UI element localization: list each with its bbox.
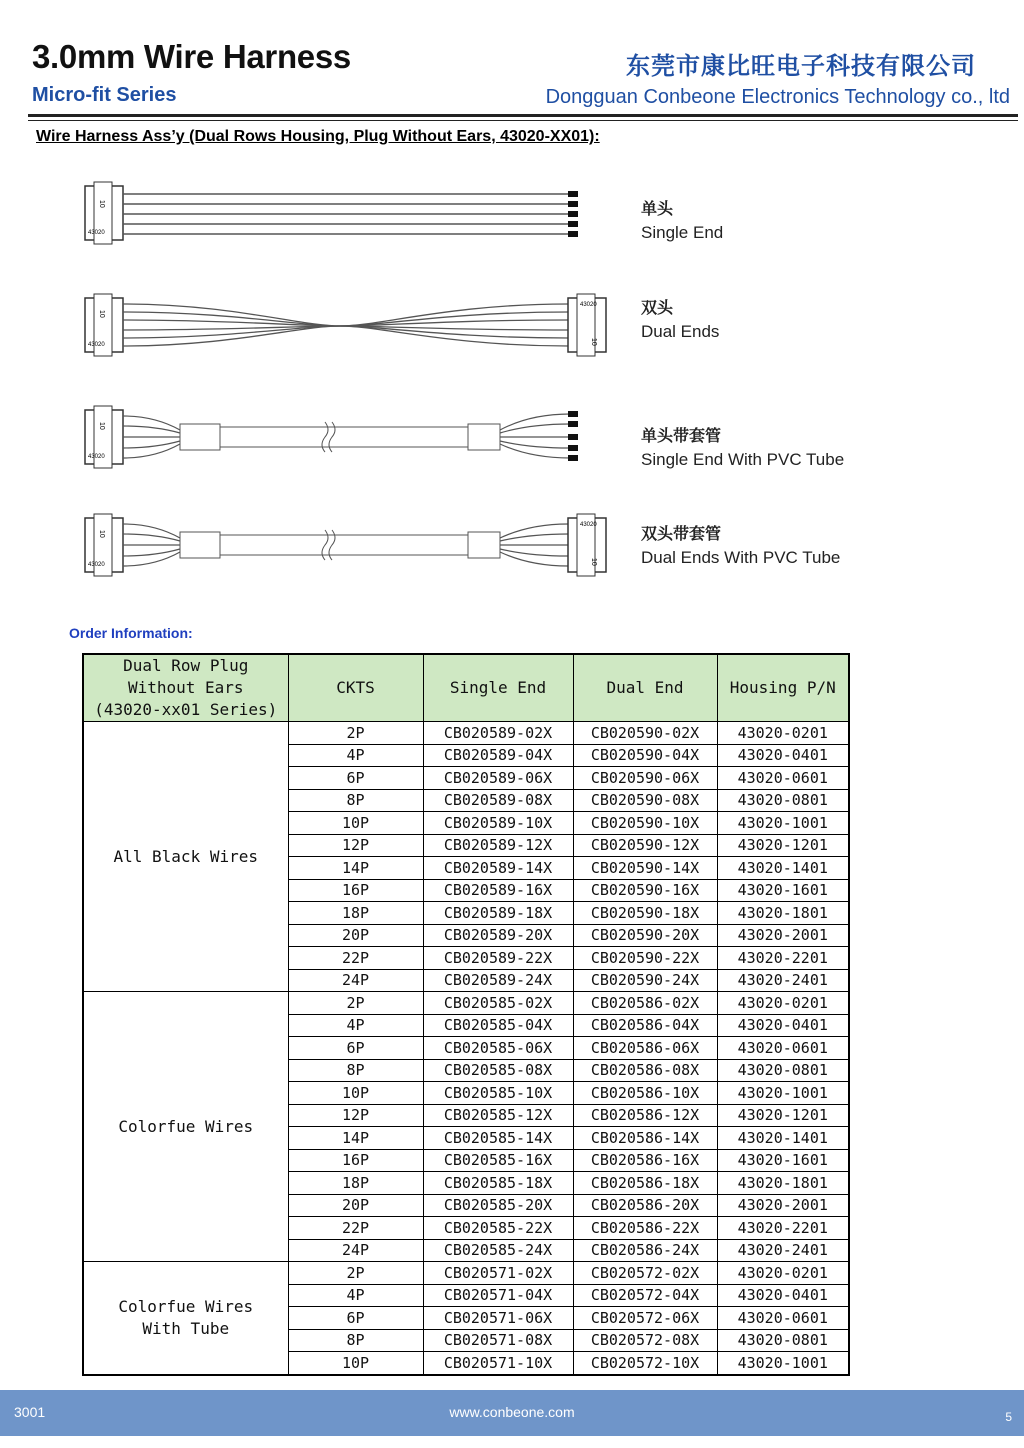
ckts-cell: 8P: [288, 1059, 423, 1082]
caption-cn: 双头: [641, 298, 674, 317]
housing-pn-cell: 43020-0401: [717, 1014, 849, 1037]
single-end-cell: CB020585-04X: [423, 1014, 573, 1037]
dual-end-cell: CB020586-24X: [573, 1239, 717, 1262]
single-end-cell: CB020589-06X: [423, 767, 573, 790]
table-body: [83, 722, 849, 1375]
dual-end-cell: CB020590-20X: [573, 924, 717, 947]
part-label: 43020: [88, 454, 105, 460]
ckts-cell: 8P: [288, 1329, 423, 1352]
housing-pn-cell: 43020-1401: [717, 857, 849, 880]
dual-end-cell: CB020590-12X: [573, 834, 717, 857]
company-name-en: Dongguan Conbeone Electronics Technology co., ltd: [545, 86, 1010, 108]
housing-pn-cell: 43020-1801: [717, 902, 849, 925]
housing-pn-cell: 43020-0801: [717, 1059, 849, 1082]
dual-end-cell: CB020586-04X: [573, 1014, 717, 1037]
ckts-cell: 24P: [288, 969, 423, 992]
company-name-cn: 东莞市康比旺电子科技有限公司: [626, 51, 976, 80]
ckts-cell: 16P: [288, 1149, 423, 1172]
dual-end-cell: CB020590-06X: [573, 767, 717, 790]
single-end-cell: CB020585-08X: [423, 1059, 573, 1082]
section-title: Wire Harness Ass’y (Dual Rows Housing, Plug Without Ears, 43020-XX01):: [36, 128, 600, 145]
ckts-cell: 12P: [288, 834, 423, 857]
dual-end-cell: CB020590-18X: [573, 902, 717, 925]
table-row: [83, 992, 849, 1015]
dual-end-cell: CB020586-10X: [573, 1082, 717, 1105]
part-label: 43020: [88, 342, 105, 348]
single-end-cell: CB020585-20X: [423, 1194, 573, 1217]
table-row: [83, 1262, 849, 1285]
ckts-cell: 22P: [288, 947, 423, 970]
housing-pn-cell: 43020-1001: [717, 1082, 849, 1105]
single-end-cell: CB020585-24X: [423, 1239, 573, 1262]
dual-end-cell: CB020572-10X: [573, 1352, 717, 1375]
dual-end-cell: CB020586-02X: [573, 992, 717, 1015]
caption-en: Dual Ends: [641, 322, 720, 341]
table-header-row: [83, 654, 849, 722]
dual-end-cell: CB020586-20X: [573, 1194, 717, 1217]
housing-pn-cell: 43020-1001: [717, 1352, 849, 1375]
single-end-cell: CB020589-14X: [423, 857, 573, 880]
header-single-end: Single End: [423, 654, 573, 722]
header-dual-end: Dual End: [573, 654, 717, 722]
ckts-cell: 6P: [288, 1037, 423, 1060]
single-end-cell: CB020585-10X: [423, 1082, 573, 1105]
ckts-cell: 14P: [288, 857, 423, 880]
ckts-cell: 2P: [288, 1262, 423, 1285]
header-rule-thick: [28, 114, 1018, 117]
group-label: All Black Wires: [83, 722, 288, 992]
housing-pn-cell: 43020-1201: [717, 1104, 849, 1127]
single-end-tube-caption: [641, 424, 844, 472]
single-end-cell: CB020589-04X: [423, 744, 573, 767]
housing-pn-cell: 43020-0801: [717, 789, 849, 812]
dual-end-cell: CB020586-14X: [573, 1127, 717, 1150]
caption-en: Single End: [641, 223, 724, 242]
ckts-cell: 6P: [288, 1307, 423, 1330]
single-end-cell: CB020571-04X: [423, 1284, 573, 1307]
dual-end-cell: CB020572-04X: [573, 1284, 717, 1307]
housing-pn-cell: 43020-1401: [717, 1127, 849, 1150]
single-end-cell: CB020585-02X: [423, 992, 573, 1015]
caption-en: Dual Ends With PVC Tube: [641, 548, 841, 567]
caption-cn: 双头带套管: [641, 524, 722, 543]
group-label: Colorfue Wires With Tube: [83, 1262, 288, 1375]
housing-pn-cell: 43020-2201: [717, 947, 849, 970]
dual-end-caption: [641, 296, 719, 344]
housing-pn-cell: 43020-0601: [717, 1037, 849, 1060]
header-rule-thin: [28, 120, 1018, 121]
ckts-cell: 4P: [288, 1284, 423, 1307]
caption-cn: 单头带套管: [641, 426, 722, 445]
dual-end-tube-diagram: [80, 510, 620, 580]
footer-bar: [0, 1390, 1024, 1436]
dual-end-cell: CB020572-08X: [573, 1329, 717, 1352]
caption-cn: 单头: [641, 199, 674, 218]
document-code: 3001: [14, 1404, 46, 1420]
ckts-cell: 20P: [288, 924, 423, 947]
dual-end-cell: CB020590-08X: [573, 789, 717, 812]
single-end-cell: CB020585-12X: [423, 1104, 573, 1127]
housing-pn-cell: 43020-0401: [717, 744, 849, 767]
pin-label: 10: [590, 338, 597, 346]
part-label: 43020: [88, 562, 105, 568]
ckts-cell: 16P: [288, 879, 423, 902]
housing-pn-cell: 43020-0801: [717, 1329, 849, 1352]
page-title: 3.0mm Wire Harness: [32, 38, 351, 75]
single-end-cell: CB020571-08X: [423, 1329, 573, 1352]
dual-end-diagram: [80, 290, 620, 360]
housing-pn-cell: 43020-2001: [717, 1194, 849, 1217]
ckts-cell: 10P: [288, 1082, 423, 1105]
ckts-cell: 10P: [288, 812, 423, 835]
single-end-cell: CB020585-22X: [423, 1217, 573, 1240]
pin-label: 10: [98, 310, 105, 318]
dual-end-cell: CB020590-14X: [573, 857, 717, 880]
single-end-cell: CB020571-10X: [423, 1352, 573, 1375]
part-label: 43020: [88, 230, 105, 236]
page-number: 5: [1005, 1410, 1012, 1424]
dual-end-cell: CB020590-10X: [573, 812, 717, 835]
dual-end-cell: CB020586-16X: [573, 1149, 717, 1172]
single-end-cell: CB020589-24X: [423, 969, 573, 992]
header-ckts: CKTS: [288, 654, 423, 722]
order-table: [82, 653, 850, 1376]
dual-end-cell: CB020590-16X: [573, 879, 717, 902]
pin-label: 10: [98, 422, 105, 430]
ckts-cell: 18P: [288, 1172, 423, 1195]
dual-end-tube-caption: [641, 522, 840, 570]
housing-pn-cell: 43020-2001: [717, 924, 849, 947]
single-end-cell: CB020589-20X: [423, 924, 573, 947]
ckts-cell: 4P: [288, 1014, 423, 1037]
housing-pn-cell: 43020-2401: [717, 969, 849, 992]
single-end-cell: CB020589-02X: [423, 722, 573, 745]
dual-end-cell: CB020572-06X: [573, 1307, 717, 1330]
single-end-cell: CB020571-02X: [423, 1262, 573, 1285]
housing-pn-cell: 43020-0601: [717, 767, 849, 790]
housing-pn-cell: 43020-0201: [717, 992, 849, 1015]
single-end-cell: CB020589-12X: [423, 834, 573, 857]
single-end-cell: CB020589-10X: [423, 812, 573, 835]
single-end-cell: CB020589-16X: [423, 879, 573, 902]
dual-end-cell: CB020586-06X: [573, 1037, 717, 1060]
ckts-cell: 24P: [288, 1239, 423, 1262]
dual-end-cell: CB020586-22X: [573, 1217, 717, 1240]
header-housing-pn: Housing P/N: [717, 654, 849, 722]
housing-pn-cell: 43020-0201: [717, 722, 849, 745]
housing-pn-cell: 43020-2401: [717, 1239, 849, 1262]
single-end-cell: CB020585-16X: [423, 1149, 573, 1172]
housing-pn-cell: 43020-1801: [717, 1172, 849, 1195]
housing-pn-cell: 43020-0401: [717, 1284, 849, 1307]
pin-label: 10: [98, 530, 105, 538]
group-label: Colorfue Wires: [83, 992, 288, 1262]
dual-end-cell: CB020590-04X: [573, 744, 717, 767]
single-end-tube-diagram: [80, 402, 600, 472]
single-end-cell: CB020589-22X: [423, 947, 573, 970]
single-end-cell: CB020589-18X: [423, 902, 573, 925]
ckts-cell: 14P: [288, 1127, 423, 1150]
ckts-cell: 2P: [288, 992, 423, 1015]
single-end-diagram: [80, 178, 600, 248]
ckts-cell: 6P: [288, 767, 423, 790]
caption-en: Single End With PVC Tube: [641, 450, 845, 469]
dual-end-cell: CB020586-18X: [573, 1172, 717, 1195]
ckts-cell: 4P: [288, 744, 423, 767]
ckts-cell: 10P: [288, 1352, 423, 1375]
dual-end-cell: CB020590-22X: [573, 947, 717, 970]
pin-label: 10: [590, 558, 597, 566]
housing-pn-cell: 43020-1001: [717, 812, 849, 835]
housing-pn-cell: 43020-1601: [717, 879, 849, 902]
ckts-cell: 2P: [288, 722, 423, 745]
housing-pn-cell: 43020-1601: [717, 1149, 849, 1172]
ckts-cell: 8P: [288, 789, 423, 812]
ckts-cell: 18P: [288, 902, 423, 925]
single-end-cell: CB020589-08X: [423, 789, 573, 812]
housing-pn-cell: 43020-2201: [717, 1217, 849, 1240]
single-end-cell: CB020585-14X: [423, 1127, 573, 1150]
website-link[interactable]: www.conbeone.com: [449, 1404, 575, 1420]
single-end-cell: CB020585-06X: [423, 1037, 573, 1060]
ckts-cell: 12P: [288, 1104, 423, 1127]
pin-label: 10: [98, 200, 105, 208]
ckts-cell: 22P: [288, 1217, 423, 1240]
dual-end-cell: CB020586-08X: [573, 1059, 717, 1082]
housing-pn-cell: 43020-0201: [717, 1262, 849, 1285]
dual-end-cell: CB020590-02X: [573, 722, 717, 745]
dual-end-cell: CB020586-12X: [573, 1104, 717, 1127]
dual-end-cell: CB020572-02X: [573, 1262, 717, 1285]
single-end-caption: [641, 197, 723, 245]
single-end-cell: CB020571-06X: [423, 1307, 573, 1330]
housing-pn-cell: 43020-0601: [717, 1307, 849, 1330]
housing-pn-cell: 43020-1201: [717, 834, 849, 857]
series-subtitle: Micro-fit Series: [32, 84, 177, 106]
dual-end-cell: CB020590-24X: [573, 969, 717, 992]
ckts-cell: 20P: [288, 1194, 423, 1217]
header-series: Dual Row Plug Without Ears (43020-xx01 Series): [83, 654, 288, 722]
table-row: [83, 722, 849, 745]
part-label: 43020: [580, 302, 597, 308]
single-end-cell: CB020585-18X: [423, 1172, 573, 1195]
order-information-label: Order Information:: [69, 625, 193, 641]
part-label: 43020: [580, 522, 597, 528]
